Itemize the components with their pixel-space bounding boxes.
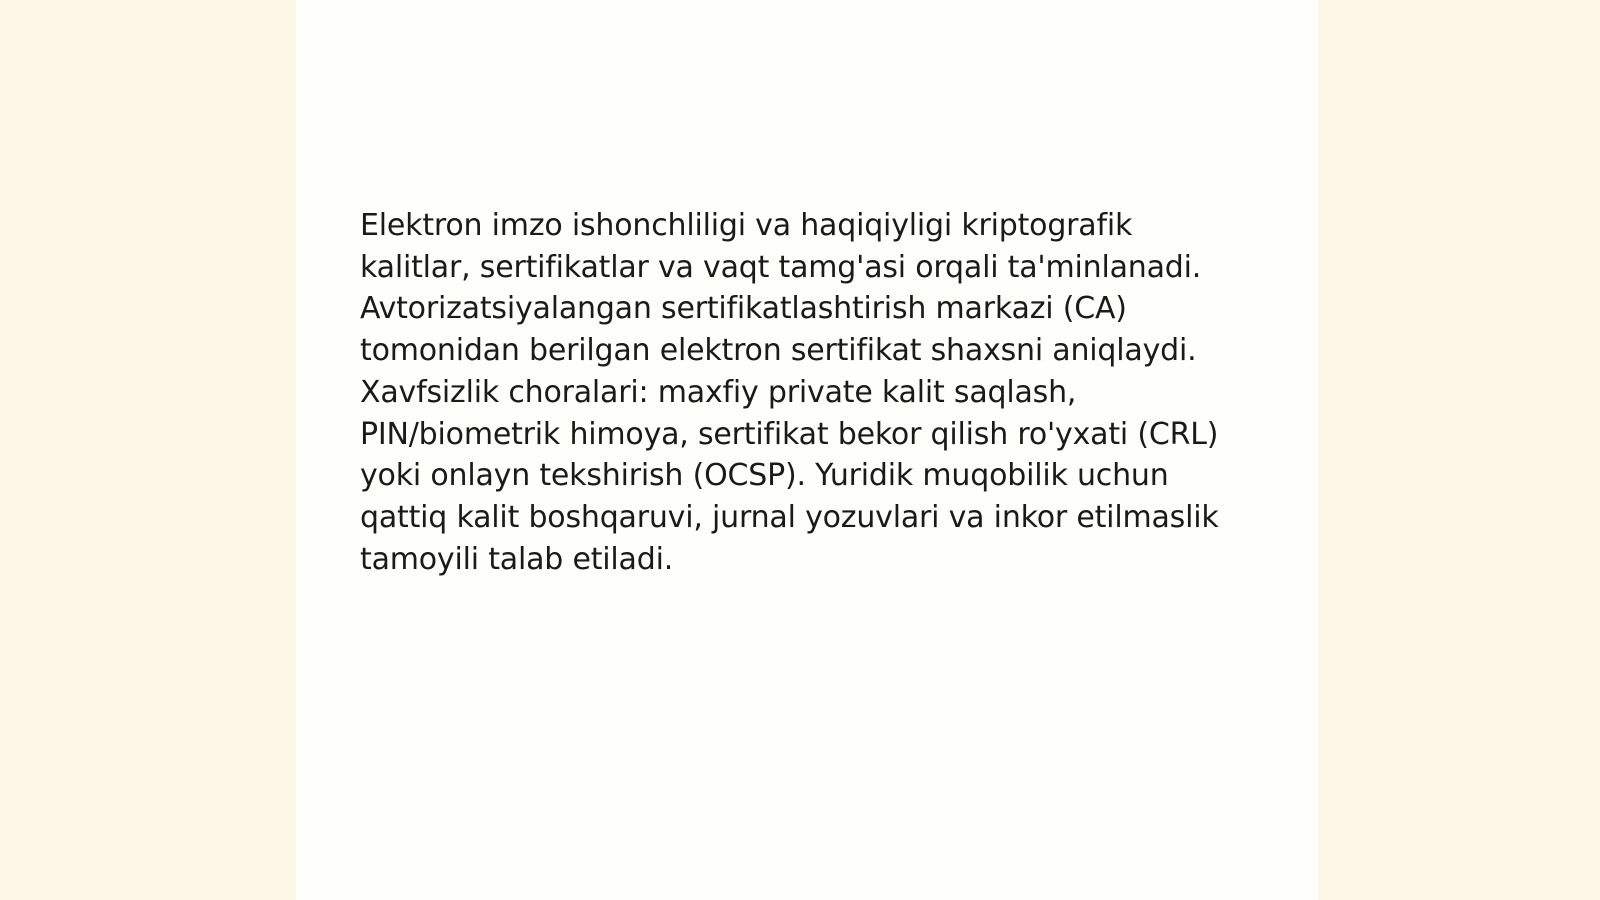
document-page bbox=[296, 0, 1318, 900]
body-paragraph: Elektron imzo ishonchliligi va haqiqiyligi kriptografik kalitlar, sertifikatlar va vaqt tamg'asi orqali ta'minlanadi. Avtorizatsiyalangan sertifikatlashtirish markazi (CA) tomonidan berilgan elektron sertifikat shaxsni aniqlaydi. Xavfsizlik choralari: maxfiy private kalit saqlash, PIN/biometrik himoya, sertifikat bekor qilish ro'yxati (CRL) yoki onlayn tekshirish (OCSP). Yuridik muqobilik uchun qattiq kalit boshqaruvi, jurnal yozuvlari va inkor etilmaslik tamoyili talab etiladi. bbox=[360, 208, 1219, 577]
